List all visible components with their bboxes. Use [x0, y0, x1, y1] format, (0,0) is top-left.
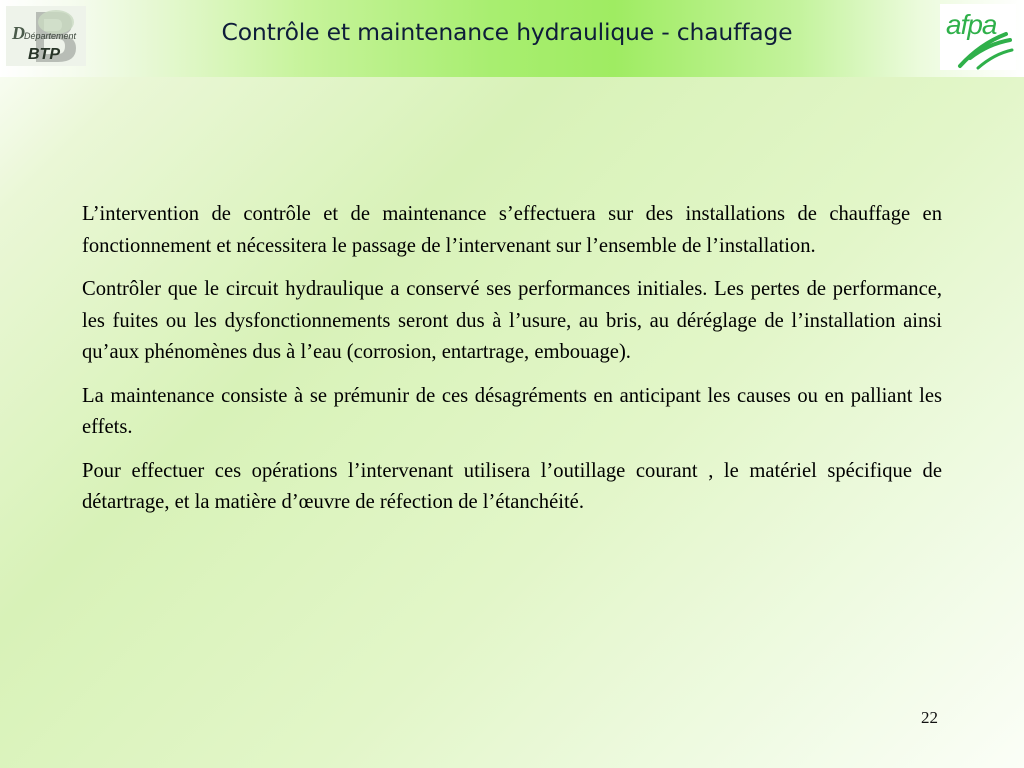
- paragraph-intervention: L’intervention de contrôle et de maintenance s’effectuera sur des installations de chauffage en fonctionnement et nécessitera le passage de l’intervenant sur l’ensemble de l’installation.: [82, 203, 942, 257]
- slide-body: [82, 199, 942, 531]
- paragraph-operations: Pour effectuer ces opérations l’intervenant utilisera l’outillage courant , le matériel spécifique de détartrage, et la matière d’œuvre de réfection de l’étanchéité.: [82, 459, 942, 513]
- slide-title: Contrôle et maintenance hydraulique - chauffage: [221, 18, 793, 46]
- logo-btp-text: BTP: [28, 46, 60, 63]
- paragraph-controle: Contrôler que le circuit hydraulique a conservé ses performances initiales. Les pertes de performance, les fuites ou les dysfonctionnements seront dus à l’usure, au bris, au déréglage de l’installation ainsi qu’aux phénomènes dus à l’eau (corrosion, entartrage, embouage).: [82, 278, 942, 363]
- afpa-logo-text: afpa: [946, 9, 997, 40]
- afpa-logo: [940, 4, 1016, 70]
- paragraph-maintenance: La maintenance consiste à se prémunir de ces désagréments en anticipant les causes ou en palliant les effets.: [82, 384, 942, 438]
- svg-text:D: D: [12, 23, 25, 43]
- page-number: 22: [921, 708, 938, 727]
- logo-departement-text: Département: [24, 31, 77, 41]
- header-bar: [0, 0, 1024, 77]
